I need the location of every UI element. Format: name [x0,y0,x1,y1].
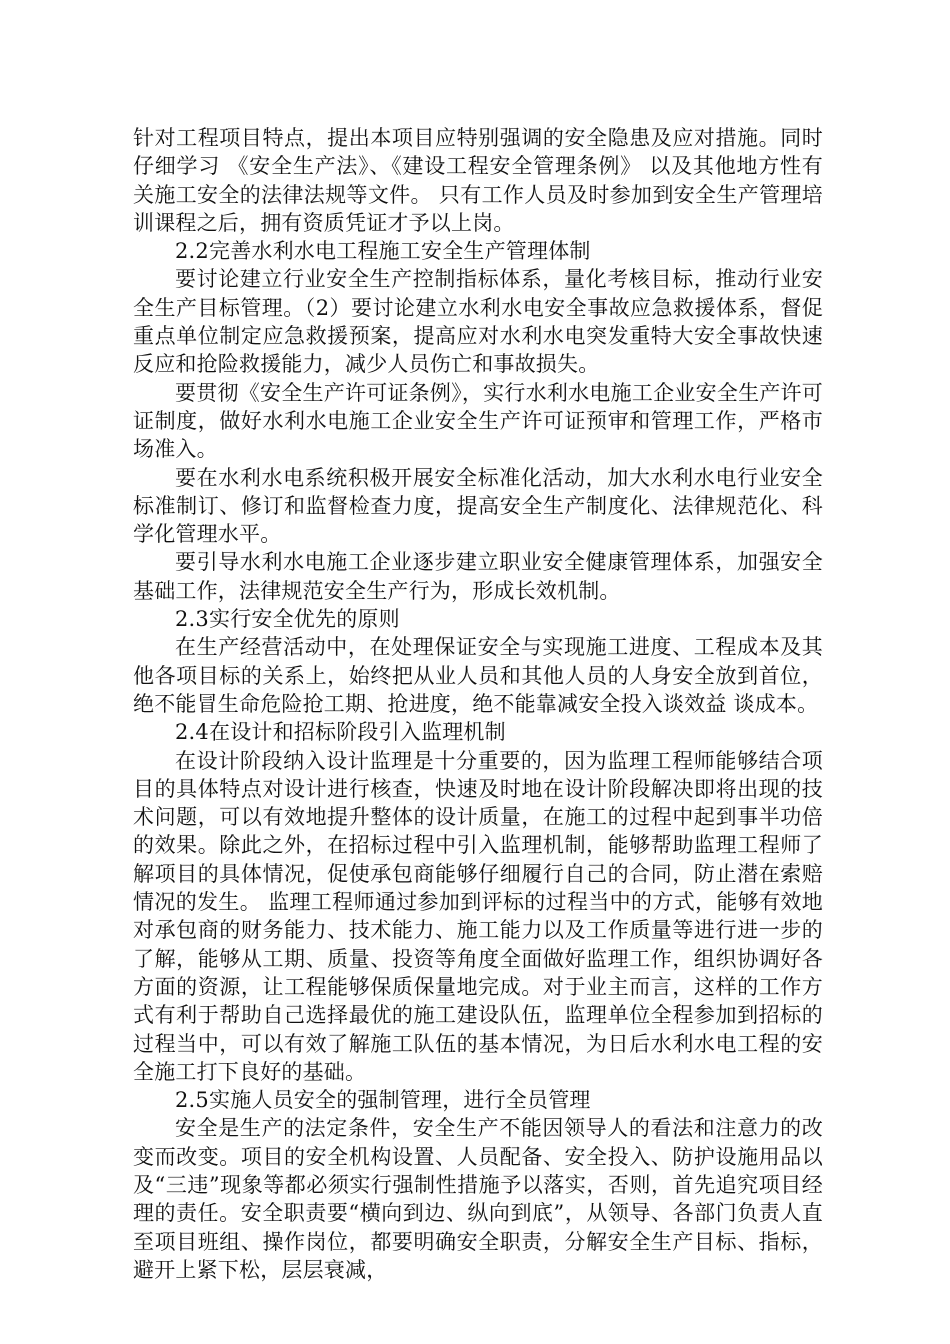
section-2-3-paragraph: 在生产经营活动中，在处理保证安全与实现施工进度、工程成本及其他各项目标的关系上，始终把从业人员和其他人员的人身安全放到首位，绝不能冒生命危险抢工期、抢进度，绝不能靠减安全投入谈效益 谈成本。 [133,635,823,716]
section-2-5-paragraph: 安全是生产的法定条件，安全生产不能因领导人的看法和注意力的改变而改变。项目的安全机构设置、人员配备、安全投入、防护设施用品以及“三违”现象等都必须实行强制性措施予以落实，否则，首先追究项目经理的责任。安全职责要“横向到边、纵向到底”，从领导、各部门负责人直至项目班组、操作岗位，都要明确安全职责，分解安全生产目标、指标，避开上紧下松，层层衰减， [133,1116,823,1282]
section-heading-2-3: 2.3实行安全优先的原则 [175,607,400,632]
section-2-4-paragraph: 在设计阶段纳入设计监理是十分重要的，因为监理工程师能够结合项目的具体特点对设计进行核查，快速及时地在设计阶段解决即将出现的技术问题，可以有效地提升整体的设计质量，在施工的过程中起到事半功倍的效果。除此之外，在招标过程中引入监理机制，能够帮助监理工程师了解项目的具体情况，促使承包商能够仔细履行自己的合同，防止潜在索赔情况的发生。 监理工程师通过参加到评标的过程当中的方式，能够有效地对承包商的财务能力、技术能力、施工能力以及工作质量等进行进一步的了解，能够从工期、质量、投资等角度全面做好监理工作，组织协调好各方面的资源，让工程能够保质保量地完成。对于业主而言，这样的工作方式有利于帮助自己选择最优的施工建设队伍，监理单位全程参加到招标的过程当中，可以有效了解施工队伍的基本情况，为日后水利水电工程的安全施工打下良好的基础。 [133,748,823,1084]
section-2-2-paragraph: 要讨论建立行业安全生产控制指标体系，量化考核目标，推动行业安全生产目标管理。（2）要讨论建立水利水电安全事故应急救援体系，督促重点单位制定应急救援预案，提高应对水利水电突发重特大安全事故快速反应和抢险救援能力，减少人员伤亡和事故损失。 [133,267,823,377]
section-2-2-paragraph: 要引导水利水电施工企业逐步建立职业安全健康管理体系，加强安全基础工作，法律规范安全生产行为，形成长效机制。 [133,550,823,603]
intro-paragraph: 针对工程项目特点，提出本项目应特别强调的安全隐患及应对措施。同时仔细学习 《安全生产法》、《建设工程安全管理条例》 以及其他地方性有关施工安全的法律法规等文件。 只有工作人员及时参加到安全生产管理培训课程之后，拥有资质凭证才予以上岗。 [133,126,823,235]
document-body [133,124,823,1284]
section-heading-2-4: 2.4在设计和招标阶段引入监理机制 [175,720,506,745]
section-2-2-paragraph: 要在水利水电系统积极开展安全标准化活动，加大水利水电行业安全标准制订、修订和监督检查力度，提高安全生产制度化、法律规范化、科学化管理水平。 [133,465,823,547]
section-heading-2-5: 2.5实施人员安全的强制管理，进行全员管理 [175,1088,591,1113]
section-heading-2-2: 2.2完善水利水电工程施工安全生产管理体制 [175,239,591,264]
section-2-2-paragraph: 要贯彻《安全生产许可证条例》，实行水利水电施工企业安全生产许可证制度，做好水利水电施工企业安全生产许可证预审和管理工作，严格市场准入。 [133,380,823,462]
